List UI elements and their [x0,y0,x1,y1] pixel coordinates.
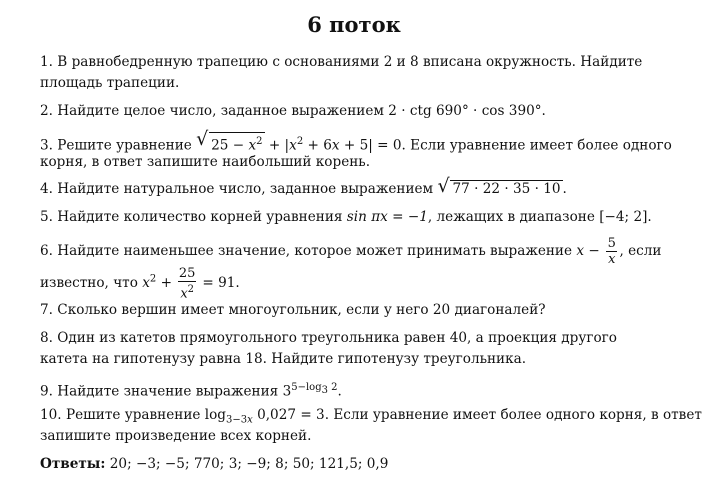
problem-6-prefix: 6. Найдите наименьшее значение, которое может принимать выражение [40,243,573,259]
problem-6: 6. Найдите наименьшее значение, которое может принимать выражение x − $\frac{5}{x}$ , если [40,236,662,267]
problem-3-sqrt: √ $25 - x^2$ [198,132,264,157]
problem-5-end: . [647,209,652,225]
problem-5-prefix: 5. Найдите количество корней уравнения [40,209,343,225]
problem-10-line2: запишите произведение всех корней. [40,428,312,444]
problem-9-end: . [337,383,342,400]
problem-2-text: 2. Найдите целое число, заданное выражением [40,103,384,119]
problem-9-prefix: 9. Найдите значение выражения [40,383,279,400]
problem-4-end: . [562,181,567,197]
problem-4 [40,179,668,200]
problem-4-radicand: 77 · 22 · 35 · 10 [452,181,561,197]
problem-2-expression: 2 · ctg 690° · cos 390° [388,103,542,119]
answers [40,454,668,475]
problem-3: 3. Решите уравнение √ $25 - x^2 + |x^2 + 6x + 5| = 0$. Если уравнение имеет более одного [40,131,668,157]
problem-6-line2: известно, что $x^2$ + $\frac{25}{x^2}$ = 91. [40,266,240,302]
problem-8: 8. Один из катетов прямоугольного треугольника равен 40, а проекция другого катета на гипотенузу равна 18. Найдите гипотенузу треугольника. [40,330,617,367]
page-title: 6 поток [307,12,401,37]
problem-6-line2-suffix: = 91. [202,275,240,292]
problem-10-prefix: 10. Решите уравнение [40,407,201,423]
answers-label: Ответы: [40,456,106,472]
problem-2 [40,101,668,122]
problem-6-line2-prefix: известно, что [40,275,138,292]
problem-5-expression: sin πx = −1 [346,209,428,225]
problem-10: 10. Решите уравнение $\log_{3-3x} 0,027 = 3$. Если уравнение имеет более одного корня, в ответ [40,407,702,426]
problem-6-suffix: , если [619,243,662,259]
problem-4-sqrt [439,179,562,200]
answers-values: 20; −3; −5; 770; 3; −9; 8; 50; 121,5; 0,9 [109,456,389,472]
problem-3-line2: корня, в ответ запишите наибольший корень. [40,154,371,170]
problem-9: 9. Найдите значение выражения $3^{5-log_3 2}$. [40,382,342,400]
problem-10-suffix: . Если уравнение имеет более одного корня, в ответ [324,407,702,423]
problem-6-fraction: $\frac{5}{x}$ [607,236,616,267]
problem-5-range: [−4; 2] [599,209,648,225]
problem-3-suffix: . Если уравнение имеет более одного [401,137,672,154]
problem-5-mid: , лежащих в диапазоне [427,209,595,225]
problem-1: 1. В равнобедренную трапецию с основаниями 2 и 8 вписана окружность. Найдите площадь трапеции. [40,54,643,91]
problem-4-prefix: 4. Найдите натуральное число, заданное выражением [40,181,434,197]
problem-5 [40,207,668,228]
problem-3-prefix: 3. Решите уравнение [40,137,192,154]
problem-7: 7. Сколько вершин имеет многоугольник, если у него 20 диагоналей? [40,302,546,318]
problem-2-end: . [541,103,546,119]
problem-6-fraction-2: $\frac{25}{x^2}$ [178,266,196,302]
